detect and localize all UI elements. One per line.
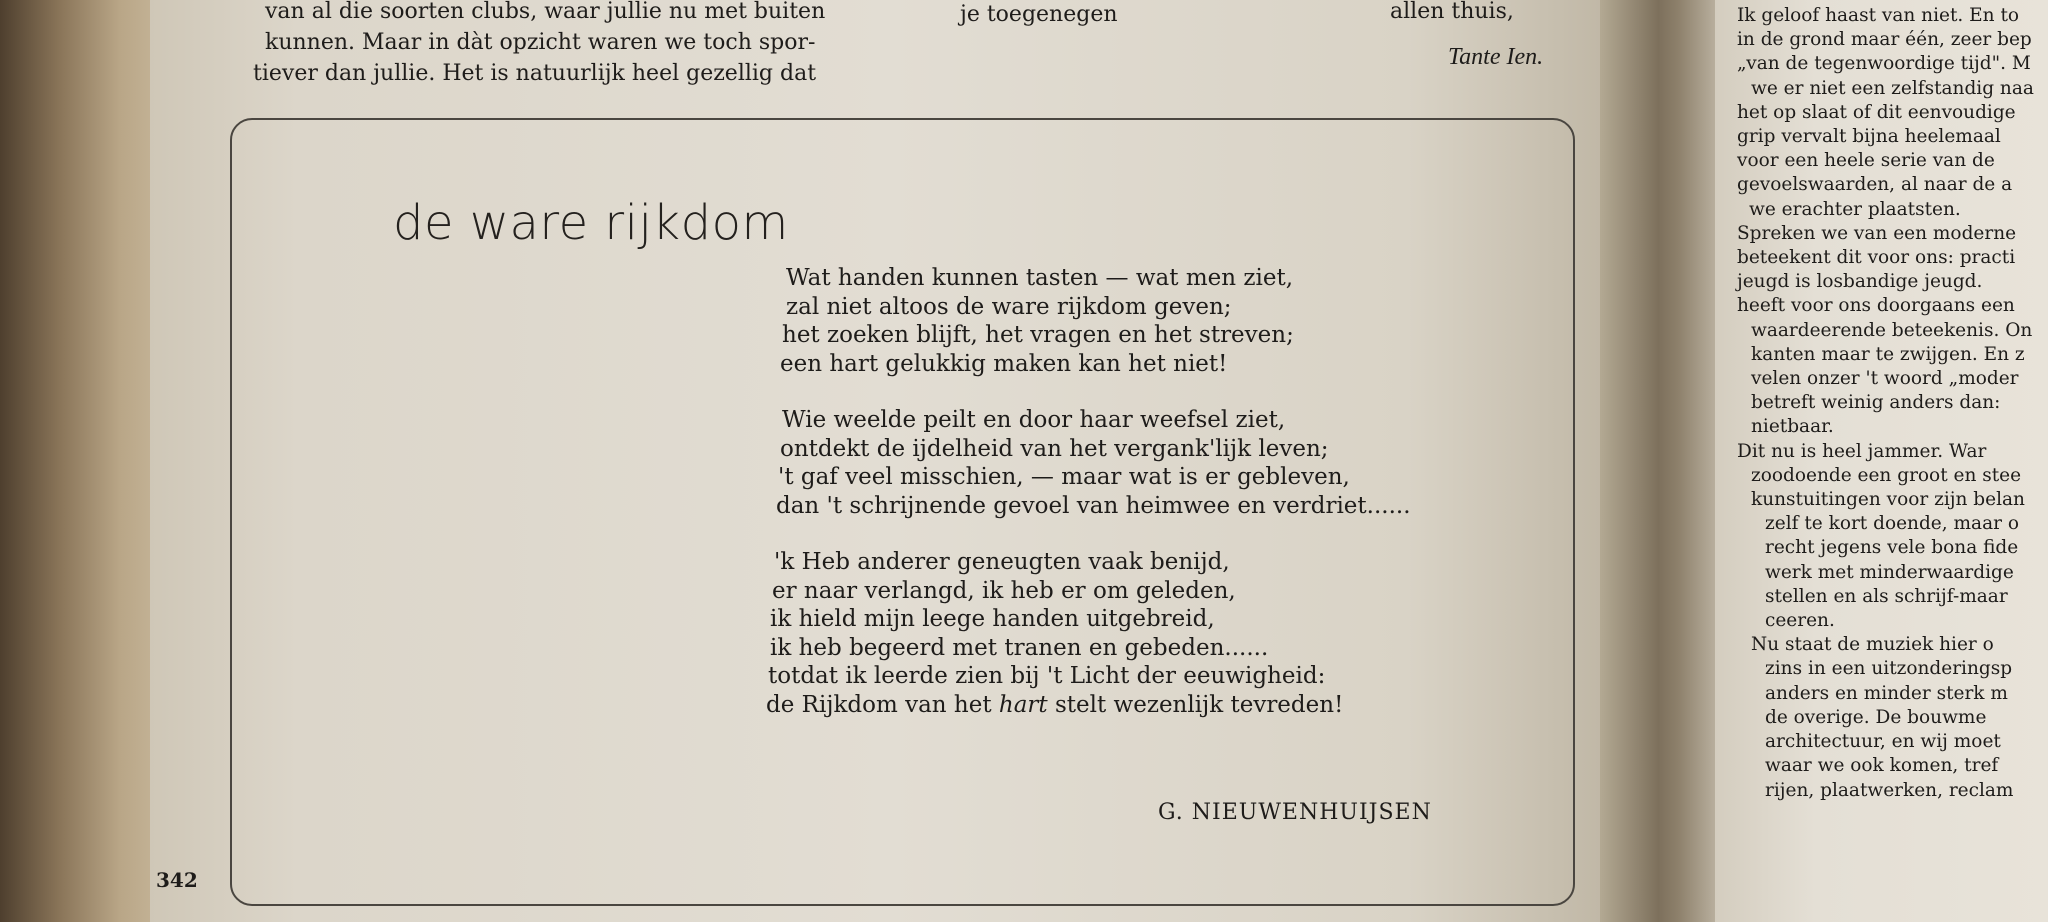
poem-line: Wie weelde peilt en door haar weefsel ziet, xyxy=(782,407,1286,433)
poem-title: de ware rijkdom xyxy=(393,195,789,251)
poem-line-last xyxy=(766,691,1411,720)
text-line: we erachter plaatsten. xyxy=(1749,198,1961,220)
text-line: betreft weinig anders dan: xyxy=(1751,392,2001,414)
stanza xyxy=(776,406,1411,520)
text-line: in de grond maar één, zeer bep xyxy=(1737,29,2032,51)
top-left-text xyxy=(253,0,826,89)
text-line: gevoelswaarden, al naar de a xyxy=(1737,174,2013,196)
text-line: jeugd is losbandige jeugd. xyxy=(1737,271,1983,293)
text-line: tiever dan jullie. Het is natuurlijk heel gezellig dat xyxy=(253,61,817,86)
poem-line: ik hield mijn leege handen uitgebreid, xyxy=(770,606,1215,632)
text-line: „van de tegenwoordige tijd". M xyxy=(1737,53,2031,75)
poem-line: er naar verlangd, ik heb er om geleden, xyxy=(772,577,1236,604)
poem-line: ontdekt de ijdelheid van het vergank'lijk leven; xyxy=(780,435,1329,462)
poem-line: 'k Heb anderer geneugten vaak benijd, xyxy=(774,549,1230,575)
right-column-text xyxy=(1737,4,2034,803)
poem-line: zal niet altoos de ware rijkdom geven; xyxy=(786,293,1232,320)
letter-line-end: allen thuis, xyxy=(1390,0,1514,24)
text-line: werk met minderwaardige xyxy=(1765,561,2014,583)
text-line: stellen en als schrijf-maar xyxy=(1765,585,2008,607)
text-line: ceeren. xyxy=(1765,610,1835,632)
text-line: de overige. De bouwme xyxy=(1765,706,1987,728)
poem-line: totdat ik leerde zien bij 't Licht der eeuwigheid: xyxy=(768,663,1326,689)
text-line: beteekent dit voor ons: practi xyxy=(1737,247,2016,269)
text-line: zins in een uitzonderingsp xyxy=(1765,658,2013,680)
poem-author: G. NIEUWENHUIJSEN xyxy=(1158,800,1432,825)
text-line: kanten maar te zwijgen. En z xyxy=(1751,343,2025,365)
text-line: kunstuitingen voor zijn belan xyxy=(1751,489,2025,511)
poem-line: een hart gelukkig maken kan het niet! xyxy=(780,350,1228,377)
text-line: van al die soorten clubs, waar jullie nu met buiten xyxy=(265,0,826,24)
text-line: velen onzer 't woord „moder xyxy=(1751,368,2019,390)
poem-line: 't gaf veel misschien, — maar wat is er gebleven, xyxy=(778,464,1350,490)
letter-greeting: je toegenegen xyxy=(960,2,1118,27)
text-line: voor een heele serie van de xyxy=(1737,150,1995,172)
text-line: Spreken we van een moderne xyxy=(1737,222,2017,244)
text-line: zoodoende een groot en stee xyxy=(1751,464,2022,486)
poem-line: ik heb begeerd met tranen en gebeden...... xyxy=(770,634,1269,661)
text-line: recht jegens vele bona fide xyxy=(1765,537,2019,559)
poem-body xyxy=(766,264,1411,719)
text-line: waar we ook komen, tref xyxy=(1765,755,1999,777)
letter-signoff: Tante Ien. xyxy=(1448,44,1544,70)
emphasis-word: hart xyxy=(998,691,1048,718)
stanza xyxy=(766,548,1411,719)
last-line-end: stelt wezenlijk tevreden! xyxy=(1047,691,1344,718)
text-line: rijen, plaatwerken, reclam xyxy=(1765,779,2014,801)
text-line: heeft voor ons doorgaans een xyxy=(1737,295,2015,317)
text-line: architectuur, en wij moet xyxy=(1765,731,2001,753)
stanza xyxy=(780,264,1411,378)
text-line: Nu staat de muziek hier o xyxy=(1751,634,1994,656)
text-line: nietbaar. xyxy=(1751,416,1834,438)
text-line: het op slaat of dit eenvoudige xyxy=(1737,101,2016,123)
book-gutter xyxy=(1600,0,1730,922)
page-number: 342 xyxy=(156,868,198,892)
poem-line: Wat handen kunnen tasten — wat men ziet, xyxy=(786,265,1293,291)
text-line: we er niet een zelfstandig naa xyxy=(1751,77,2034,99)
text-line: anders en minder sterk m xyxy=(1765,682,2008,704)
text-line: Dit nu is heel jammer. War xyxy=(1737,440,1987,462)
text-line: Ik geloof haast van niet. En to xyxy=(1737,5,2020,26)
text-line: waardeerende beteekenis. On xyxy=(1751,319,2033,341)
text-line: zelf te kort doende, maar o xyxy=(1765,513,2019,535)
poem-line: dan 't schrijnende gevoel van heimwee en verdriet...... xyxy=(776,492,1411,519)
poem-line: het zoeken blijft, het vragen en het streven; xyxy=(782,322,1294,348)
text-line: grip vervalt bijna heelemaal xyxy=(1737,126,2001,148)
last-line-start: de Rijkdom van het xyxy=(766,691,999,718)
text-line: kunnen. Maar in dàt opzicht waren we toch spor- xyxy=(265,30,816,55)
